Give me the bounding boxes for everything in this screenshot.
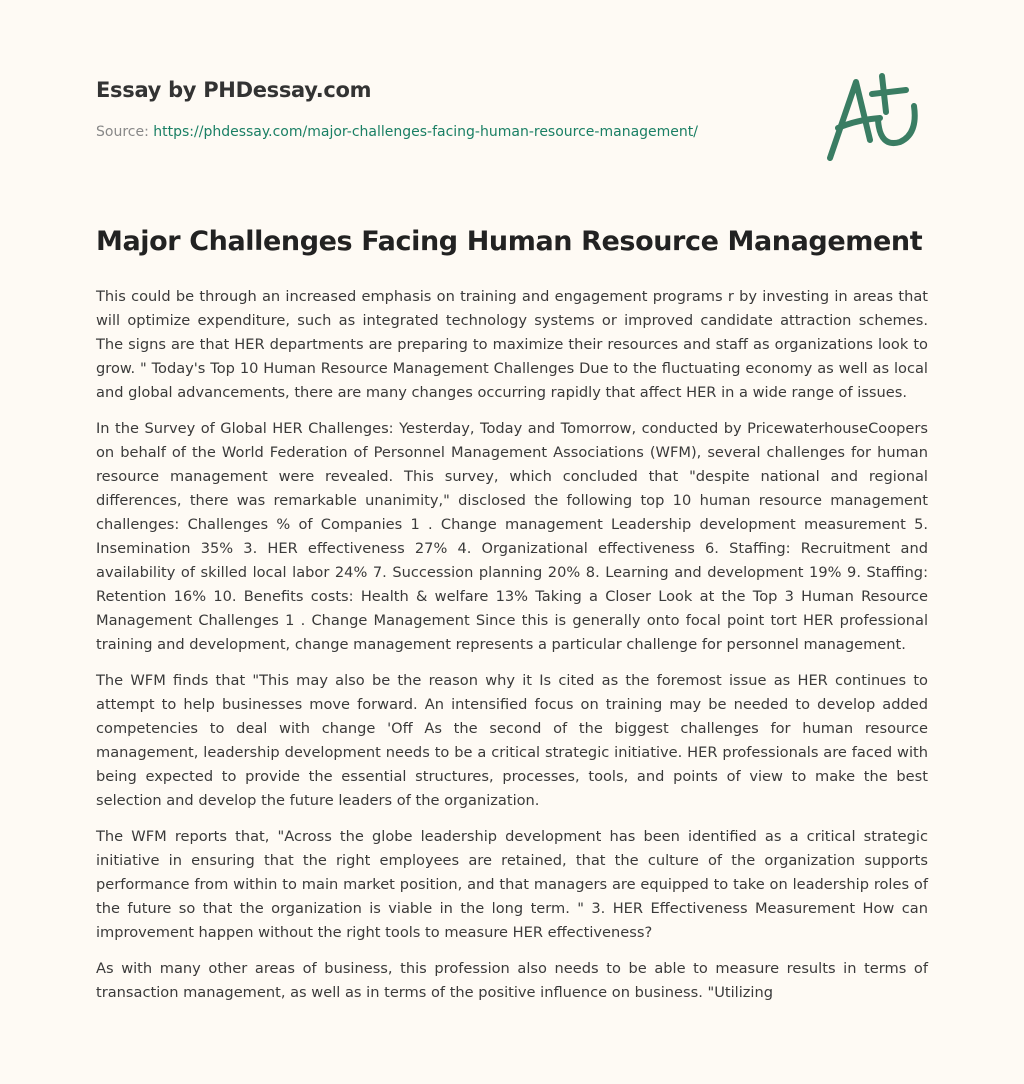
page-title: Major Challenges Facing Human Resource Management	[96, 226, 923, 257]
site-brand: Essay by PHDessay.com	[96, 78, 372, 102]
a-plus-logo	[818, 68, 928, 168]
essay-body	[96, 285, 928, 1017]
source-link[interactable]: https://phdessay.com/major-challenges-facing-human-resource-management/	[153, 124, 698, 140]
source-label: Source:	[96, 124, 154, 140]
paragraph: The WFM reports that, "Across the globe leadership development has been identified as a critical strategic initiative in ensuring that the right employees are retained, that the culture of the organization supports performance from within to main market position, and that managers are equipped to take on leadership roles of the future so that the organization is viable in the long term. " 3. HER Effectiveness Measurement How can improvement happen without the right tools to measure HER effectiveness?	[96, 828, 928, 941]
paragraph: As with many other areas of business, this profession also needs to be able to measure results in terms of transaction management, as well as in terms of the positive influence on business. "Utilizing	[96, 960, 928, 1001]
paragraph: The WFM finds that "This may also be the reason why it Is cited as the foremost issue as HER continues to attempt to help businesses move forward. An intensified focus on training may be needed to develop added competencies to deal with change 'Off As the second of the biggest challenges for human resource management, leadership development needs to be a critical strategic initiative. HER professionals are faced with being expected to provide the essential structures, processes, tools, and points of view to make the best selection and develop the future leaders of the organization.	[96, 672, 928, 809]
source-line	[96, 124, 698, 140]
paragraph: This could be through an increased emphasis on training and engagement programs r by investing in areas that will optimize expenditure, such as integrated technology systems or improved candidate attraction schemes. The signs are that HER departments are preparing to maximize their resources and staff as organizations look to grow. " Today's Top 10 Human Resource Management Challenges Due to the fluctuating economy as well as local and global advancements, there are many changes occurring rapidly that affect HER in a wide range of issues.	[96, 288, 928, 401]
paragraph: In the Survey of Global HER Challenges: Yesterday, Today and Tomorrow, conducted by PricewaterhouseCoopers on behalf of the World Federation of Personnel Management Associations (WFM), several challenges for human resource management were revealed. This survey, which concluded that "despite national and regional differences, there was remarkable unanimity," disclosed the following top 10 human resource management challenges: Challenges % of Companies 1 . Change management Leadership development measurement 5. Insemination 35% 3. HER effectiveness 27% 4. Organizational effectiveness 6. Staffing: Recruitment and availability of skilled local labor 24% 7. Succession planning 20% 8. Learning and development 19% 9. Staffing: Retention 16% 10. Benefits costs: Health & welfare 13% Taking a Closer Look at the Top 3 Human Resource Management Challenges 1 . Change Management Since this is generally onto focal point tort HER professional training and development, change management represents a particular challenge for personnel management.	[96, 420, 928, 653]
